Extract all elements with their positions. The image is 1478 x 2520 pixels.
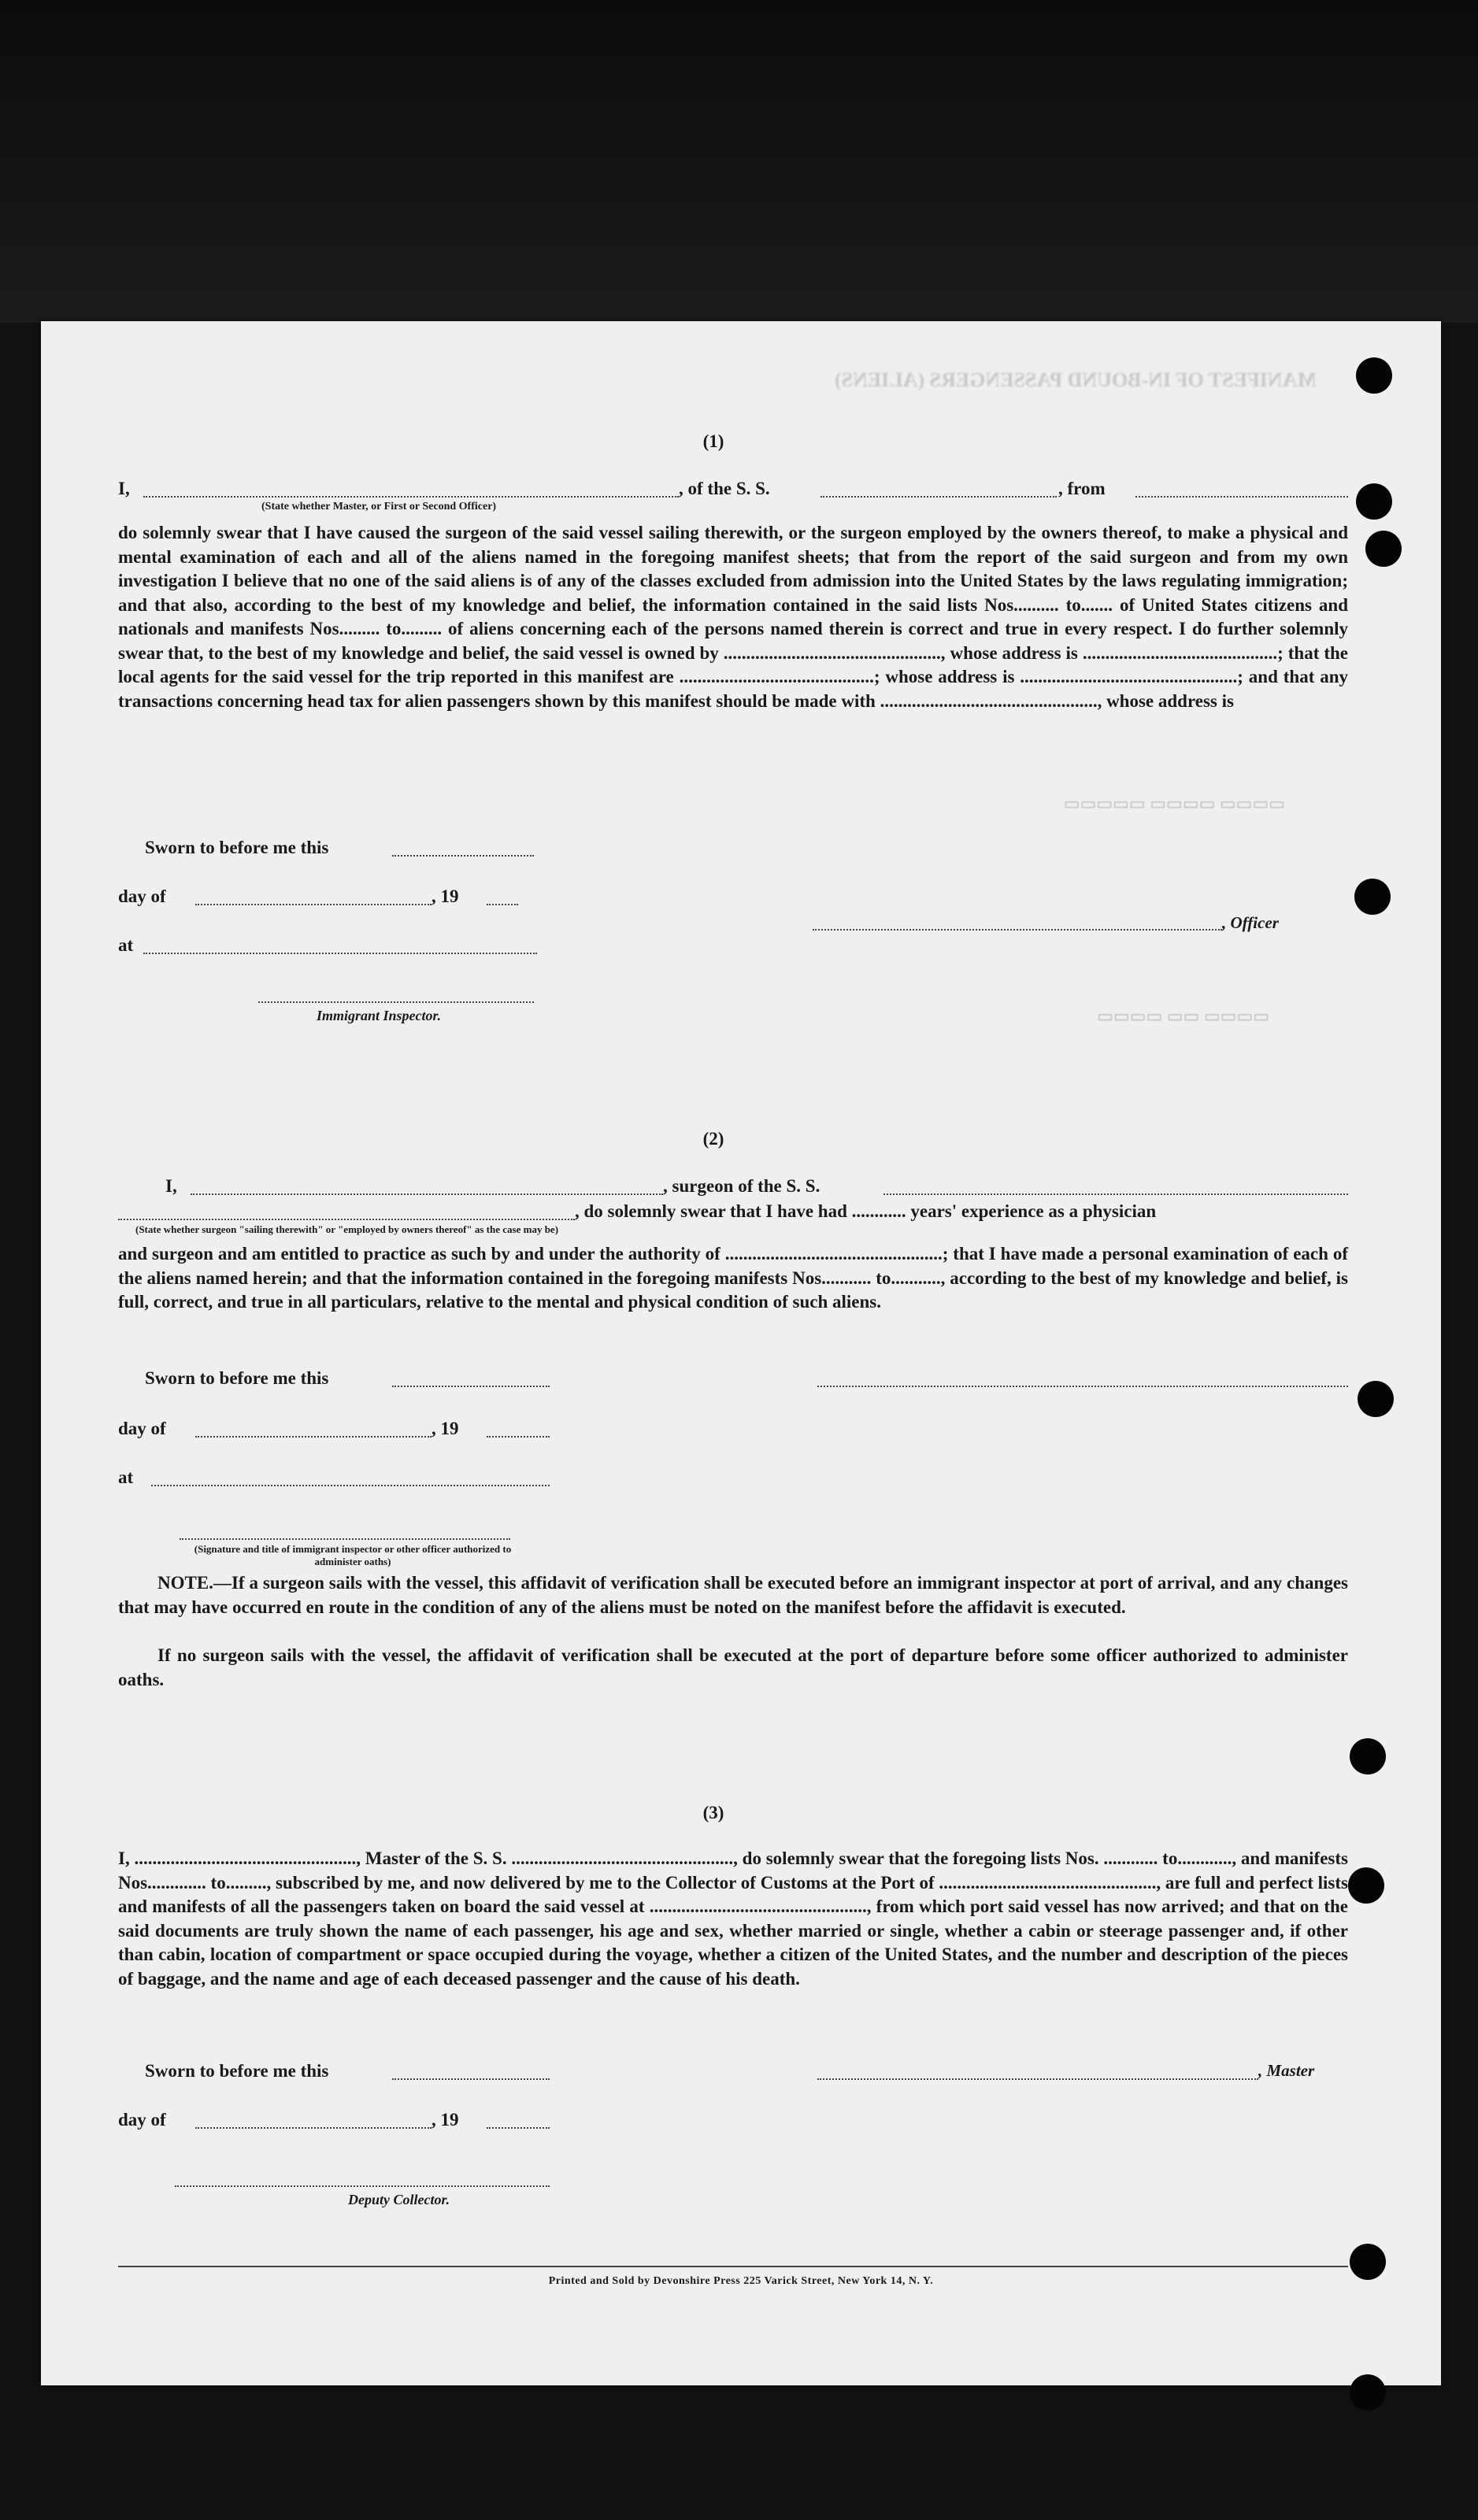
officer-signature-field[interactable]	[813, 929, 1222, 931]
s1-oath-paragraph: do solemnly swear that I have caused the surgeon of the said vessel sailing therewith, or the surgeon employed by the owners thereof, to make a physical and mental examination of each and all of the aliens named in the foregoing manifest sheets; that from the report of the said surgeon and from my own investigation I believe that no one of the said aliens is of any of the classes excluded from admission into the United States by the laws regulating immigration; and that also, according to the best of my knowledge and belief, the information contained in the said lists Nos.......... to....... of United States citizens and nationals and manifests Nos......... to......... of aliens concerning each of the persons named therein is correct and true in every respect. I do further solemnly swear that, to the best of my knowledge and belief, the said vessel is owned by ................................................, whose address is ...........................................; that the local agents for the said vessel for the trip reported in this manifest are ...........................................; whose address is ................................................; and that any transactions concerning head tax for alien passengers shown by this manifest should be made with ................................................, whose address is	[118, 523, 1348, 711]
s2-at-label: at	[118, 1467, 134, 1487]
surgeon-signature-field[interactable]	[817, 1386, 1348, 1387]
punch-hole	[1354, 879, 1391, 915]
collector-signature-field[interactable]	[175, 2185, 550, 2187]
surgeon-name-field[interactable]	[191, 1193, 663, 1195]
s2-surgeon-label: , surgeon of the S. S.	[663, 1176, 820, 1196]
s3-year-label: , 19	[432, 2110, 459, 2130]
s1-day-field[interactable]	[195, 904, 432, 905]
s3-day-field[interactable]	[195, 2127, 432, 2129]
s1-i-label: I,	[118, 479, 130, 498]
surgeon-type-field[interactable]	[118, 1219, 575, 1220]
s1-sworn-date-field[interactable]	[392, 855, 534, 857]
punch-hole	[1365, 531, 1402, 567]
s2-note-paragraph-2: If no surgeon sails with the vessel, the affidavit of verification shall be executed at the port of departure before some officer authorized to administer oaths.	[118, 1645, 1348, 1689]
note-label: NOTE.	[157, 1573, 213, 1593]
s1-at-label: at	[118, 935, 134, 955]
manifest-page	[41, 321, 1441, 2385]
bleed-through-stamp: ▭▭▭▭ ▭▭▭▭ ▭▭▭▭▭	[1063, 794, 1285, 813]
officer-label: , Officer	[1222, 913, 1279, 932]
footer-rule	[118, 2266, 1348, 2267]
s2-oath-paragraph: and surgeon and am entitled to practice as such by and under the authority of ................................................; that I have made a personal examination of each of the aliens named herein; and that the information contained in the foregoing manifests Nos........... to..........., according to the best of my knowledge and belief, is full, correct, and true in all particulars, relative to the mental and physical condition of such aliens.	[118, 1244, 1348, 1312]
s3-sworn-label: Sworn to before me this	[145, 2061, 329, 2081]
punch-hole	[1350, 1738, 1386, 1774]
s3-day-label: day of	[118, 2110, 166, 2130]
punch-hole	[1356, 483, 1392, 520]
master-signature-field[interactable]	[817, 2078, 1258, 2080]
s3-year-field[interactable]	[487, 2127, 550, 2129]
s2-year-label: , 19	[432, 1419, 459, 1438]
master-label: , Master	[1258, 2061, 1315, 2080]
section-2-number: (2)	[702, 1129, 724, 1149]
note-text-1: —If a surgeon sails with the vessel, this affidavit of verification shall be executed before an immigrant inspector at port of arrival, and any changes that may have occurred en route in the condition of any of the aliens must be noted on the manifest before the affidavit is executed.	[118, 1573, 1348, 1617]
ship-name-field[interactable]	[820, 496, 1057, 498]
s1-day-label: day of	[118, 886, 166, 906]
punch-hole	[1358, 1381, 1394, 1417]
s2-signature-note: (Signature and title of immigrant inspector or other officer authorized to administer oaths)	[194, 1543, 512, 1567]
s2-i-label: I,	[165, 1176, 177, 1196]
punch-hole	[1348, 1867, 1384, 1904]
s2-sworn-date-field[interactable]	[392, 1386, 550, 1387]
officer-name-field[interactable]	[143, 496, 679, 498]
s2-line2: , do solemnly swear that I have had ............ years' experience as a physician	[575, 1201, 1157, 1221]
s1-sworn-label: Sworn to before me this	[145, 838, 329, 857]
s1-at-field[interactable]	[143, 953, 537, 954]
s2-day-field[interactable]	[195, 1436, 432, 1438]
bleed-through-header: MANIFEST OF IN-BOUND PASSENGERS (ALIENS)	[834, 368, 1317, 391]
section-3-number: (3)	[702, 1803, 724, 1822]
punch-hole	[1356, 357, 1392, 394]
s2-year-field[interactable]	[487, 1436, 550, 1438]
s1-from-label: , from	[1058, 479, 1106, 498]
departure-port-field[interactable]	[1135, 496, 1348, 498]
s3-oath-paragraph: I, ................................................., Master of the S. S. ................................................., do solemnly swear that the foregoing lists Nos. ............ to............, and manifests Nos............. to........., subscribed by me, and now delivered by me to the Collector of Customs at the Port of ................................................, are full and perfect lists and manifests of all the passengers taken on board the said vessel at ................................................, from which port said vessel has now arrived; and that on the said documents are truly shown the name of each passenger, his age and sex, whether married or single, whether a cabin or steerage passenger and, if other than cabin, location of compartment or space occupied during the voyage, whether a citizen of the United States, and the number and description of the pieces of baggage, and the name and age of each deceased passenger and the cause of his death.	[118, 1848, 1348, 1989]
punch-hole	[1350, 2374, 1386, 2411]
bleed-through-stamp: ▭▭▭▭ ▭▭ ▭▭▭▭	[1097, 1006, 1269, 1026]
collector-label: Deputy Collector.	[348, 2192, 450, 2207]
s2-state-note: (State whether surgeon "sailing therewith" or "employed by owners thereof" as the case may be)	[135, 1223, 559, 1235]
s3-sworn-date-field[interactable]	[392, 2078, 550, 2080]
scanner-background	[0, 0, 1478, 323]
printer-footer: Printed and Sold by Devonshire Press 225 Varick Street, New York 14, N. Y.	[548, 2275, 934, 2287]
s1-year-field[interactable]	[487, 904, 518, 905]
s1-state-note: (State whether Master, or First or Second Officer)	[261, 501, 497, 513]
s2-day-label: day of	[118, 1419, 166, 1438]
inspector-signature-field[interactable]	[258, 1001, 534, 1003]
s1-year-label: , 19	[432, 886, 459, 906]
s2-sworn-label: Sworn to before me this	[145, 1368, 329, 1388]
inspector-label: Immigrant Inspector.	[317, 1008, 442, 1023]
s2-authority-signature-field[interactable]	[180, 1538, 510, 1540]
s2-ship-field[interactable]	[883, 1193, 1348, 1195]
s2-at-field[interactable]	[151, 1485, 550, 1486]
section-1-number: (1)	[702, 431, 724, 451]
s1-ss-label: , of the S. S.	[679, 479, 770, 498]
s2-note-paragraph	[118, 1571, 1348, 1619]
